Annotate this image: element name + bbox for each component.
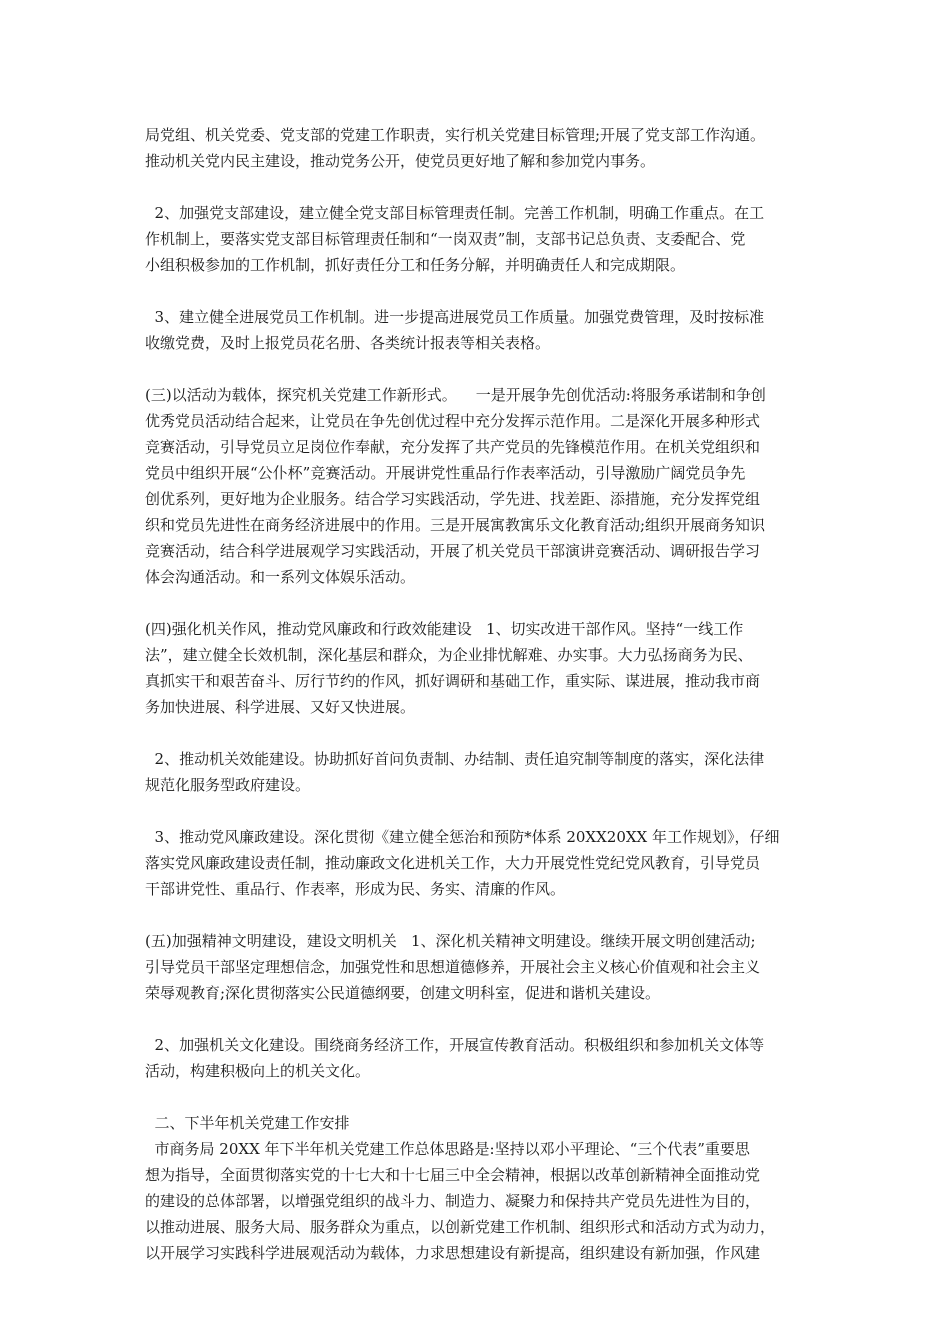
section-heading: 二、下半年机关党建工作安排 [145, 1114, 350, 1132]
text-line: 以推动进展、服务大局、服务群众为重点，以创新党建工作机制、组织形式和活动方式为动力， [145, 1218, 776, 1236]
text-line: 小组积极参加的工作机制，抓好责任分工和任务分解，并明确责任人和完成期限。 [145, 256, 686, 274]
text-line: 干部讲党性、重品行、作表率，形成为民、务实、清廉的作风。 [145, 880, 566, 898]
paragraph-5 [145, 616, 810, 720]
text-line: 创优系列，更好地为企业服务。结合学习实践活动，学先进、找差距、添措施，充分发挥党组 [145, 490, 761, 508]
text-line: 2、加强机关文化建设。围绕商务经济工作，开展宣传教育活动。积极组织和参加机关文体等 [145, 1036, 765, 1054]
paragraph-9 [145, 1032, 810, 1084]
paragraph-8 [145, 928, 810, 1006]
text-line: 3、建立健全进展党员工作机制。进一步提高进展党员工作质量。加强党费管理，及时按标准 [145, 308, 765, 326]
text-line: 荣辱观教育;深化贯彻落实公民道德纲要，创建文明科室，促进和谐机关建设。 [145, 984, 661, 1002]
text-line: 2、加强党支部建设，建立健全党支部目标管理责任制。完善工作机制，明确工作重点。在工 [145, 204, 765, 222]
paragraph-6 [145, 746, 810, 798]
text-line: (四)强化机关作风，推动党风廉政和行政效能建设 1、切实改进干部作风。坚持“一线工作 [145, 620, 744, 638]
text-line: 竞赛活动，引导党员立足岗位作奉献，充分发挥了共产党员的先锋模范作用。在机关党组织和 [145, 438, 761, 456]
paragraph-7 [145, 824, 810, 902]
text-line: 真抓实干和艰苦奋斗、厉行节约的作风，抓好调研和基础工作，重实际、谋进展，推动我市商 [145, 672, 761, 690]
text-line: 引导党员干部坚定理想信念，加强党性和思想道德修养，开展社会主义核心价值观和社会主义 [145, 958, 761, 976]
text-line: 优秀党员活动结合起来，让党员在争先创优过程中充分发挥示范作用。二是深化开展多种形式 [145, 412, 761, 430]
text-line: 竞赛活动，结合科学进展观学习实践活动，开展了机关党员干部演讲竞赛活动、调研报告学习 [145, 542, 761, 560]
text-line: 党员中组织开展“公仆杯”竞赛活动。开展讲党性重品行作表率活动，引导激励广阔党员争先 [145, 464, 746, 482]
text-line: 体会沟通活动。和一系列文体娱乐活动。 [145, 568, 416, 586]
paragraph-10 [145, 1110, 810, 1266]
paragraph-2 [145, 200, 810, 278]
paragraph-3 [145, 304, 810, 356]
text-line: 务加快进展、科学进展、又好又快进展。 [145, 698, 416, 716]
text-line: 作机制上，要落实党支部目标管理责任制和“一岗双责”制，支部书记总负责、支委配合、党 [145, 230, 746, 248]
paragraph-4 [145, 382, 810, 590]
text-line: 收缴党费，及时上报党员花名册、各类统计报表等相关表格。 [145, 334, 551, 352]
text-line: 想为指导，全面贯彻落实党的十七大和十七届三中全会精神，根据以改革创新精神全面推动党 [145, 1166, 761, 1184]
text-line: (五)加强精神文明建设，建设文明机关 1、深化机关精神文明建设。继续开展文明创建活动; [145, 932, 756, 950]
text-line: 2、推动机关效能建设。协助抓好首问负责制、办结制、责任追究制等制度的落实，深化法律 [145, 750, 765, 768]
text-line: (三)以活动为载体，探究机关党建工作新形式。 一是开展争先创优活动:将服务承诺制和争创 [145, 386, 766, 404]
text-line: 法”，建立健全长效机制，深化基层和群众，为企业排忧解难、办实事。大力弘扬商务为民、 [145, 646, 753, 664]
text-line: 规范化服务型政府建设。 [145, 776, 311, 794]
paragraph-1 [145, 122, 810, 174]
text-line: 落实党风廉政建设责任制，推动廉政文化进机关工作，大力开展党性党纪党风教育，引导党员 [145, 854, 761, 872]
text-line: 局党组、机关党委、党支部的党建工作职责，实行机关党建目标管理;开展了党支部工作沟通。 [145, 126, 766, 144]
document-page [145, 122, 810, 1266]
text-line: 的建设的总体部署，以增强党组织的战斗力、制造力、凝聚力和保持共产党员先进性为目的， [145, 1192, 761, 1210]
text-line: 活动，构建积极向上的机关文化。 [145, 1062, 371, 1080]
text-line: 市商务局 20XX 年下半年机关党建工作总体思路是:坚持以邓小平理论、“三个代表”重要思 [145, 1140, 750, 1158]
text-line: 以开展学习实践科学进展观活动为载体，力求思想建设有新提高，组织建设有新加强，作风建 [145, 1244, 761, 1262]
text-line: 3、推动党风廉政建设。深化贯彻《建立健全惩治和预防*体系 20XX20XX 年工作规划》，仔细 [145, 828, 780, 846]
text-line: 推动机关党内民主建设，推动党务公开，使党员更好地了解和参加党内事务。 [145, 152, 656, 170]
text-line: 织和党员先进性在商务经济进展中的作用。三是开展寓教寓乐文化教育活动;组织开展商务知识 [145, 516, 766, 534]
